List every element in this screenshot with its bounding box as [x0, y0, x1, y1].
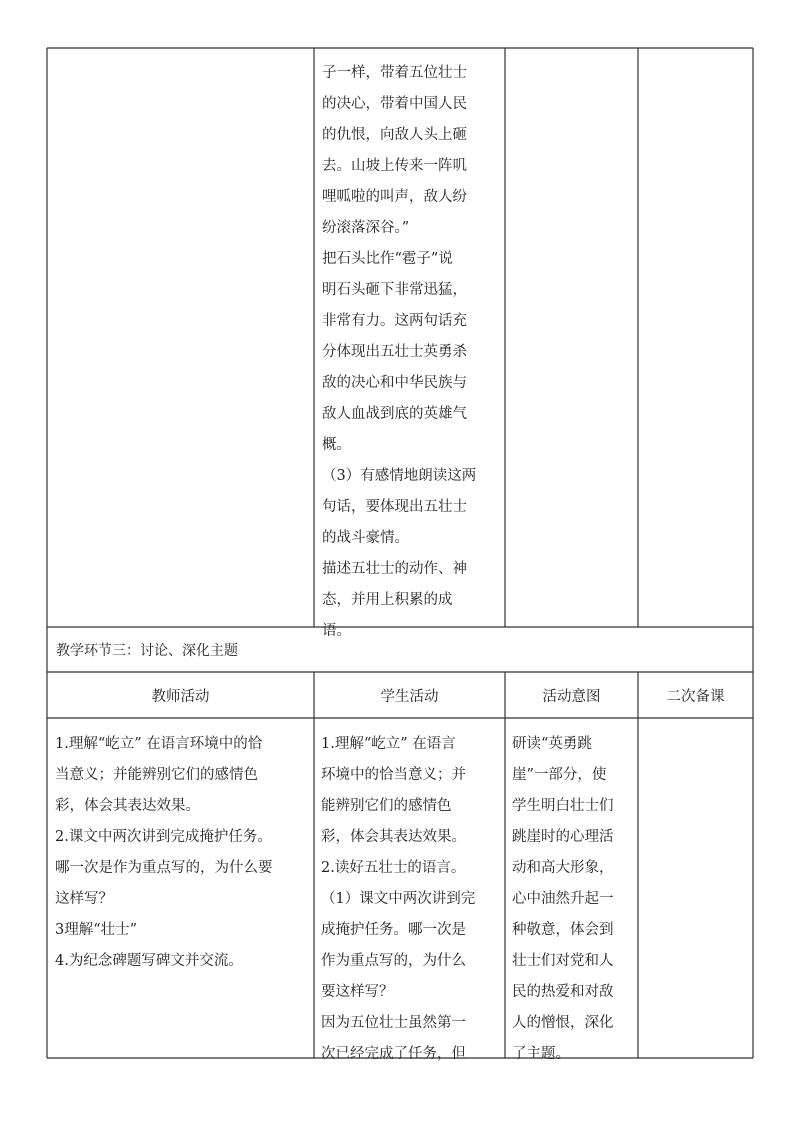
text-line: 壮士们对党和人 — [512, 953, 614, 969]
text-line: 环境中的恰当意义；并 — [321, 767, 466, 783]
text-line: 2.课文中两次讲到完成掩护任务。 — [55, 829, 272, 845]
top-student-cell — [322, 58, 500, 647]
section-title — [56, 627, 746, 672]
text-line: 敌人血战到底的英雄气 — [322, 406, 467, 422]
text-line: 纷滚落深谷。” — [322, 220, 410, 236]
text-line: 概。 — [322, 437, 351, 453]
text-line: 3理解“壮士” — [55, 922, 138, 938]
text-line: 学生明白壮士们 — [512, 798, 614, 814]
section-title-text: 教学环节三：讨论、深化主题 — [56, 642, 238, 659]
teacher-activity-cell — [55, 729, 311, 977]
text-line: 态，并用上积累的成 — [322, 592, 453, 608]
text-line: 句话，要体现出五壮士 — [322, 499, 467, 515]
text-line: 4.为纪念碑题写碑文并交流。 — [55, 953, 243, 969]
text-line: 子一样，带着五位壮士 — [322, 65, 467, 81]
text-line: 成掩护任务。哪一次是 — [321, 922, 466, 938]
text-line: （3）有感情地朗读这两 — [322, 468, 477, 484]
header-intent-label: 活动意图 — [542, 688, 601, 705]
header-student — [314, 672, 505, 718]
text-line: 种敬意，体会到 — [512, 922, 614, 938]
text-line: 非常有力。这两句话充 — [322, 313, 467, 329]
text-line: 这样写？ — [55, 891, 113, 907]
text-line: 2.读好五壮士的语言。 — [321, 860, 466, 876]
header-teacher — [47, 672, 314, 718]
top-second-cell — [638, 48, 753, 627]
text-line: 的决心，带着中国人民 — [322, 96, 467, 112]
text-line: 民的热爱和对敌 — [512, 984, 614, 1000]
text-line: 1.理解“屹立” 在语言环境中的恰 — [55, 736, 263, 752]
text-line: 动和高大形象， — [512, 860, 614, 876]
text-line: 描述五壮士的动作、神 — [322, 561, 467, 577]
text-line: 明石头砸下非常迅猛， — [322, 282, 467, 298]
text-line: 分体现出五壮士英勇杀 — [322, 344, 467, 360]
top-teacher-cell — [47, 48, 314, 627]
header-student-label: 学生活动 — [380, 688, 439, 705]
text-line: （1）课文中两次讲到完 — [321, 891, 476, 907]
text-line: 了主题。 — [512, 1046, 570, 1062]
text-line: 哩呱啦的叫声，敌人纷 — [322, 189, 467, 205]
header-intent — [505, 672, 638, 718]
text-line: 把石头比作“雹子”说 — [322, 251, 453, 267]
text-line: 的仇恨，向敌人头上砸 — [322, 127, 467, 143]
student-activity-cell — [321, 729, 501, 1070]
text-line: 跳崖时的心理活 — [512, 829, 614, 845]
text-line: 崖”一部分，使 — [512, 767, 607, 783]
text-line: 哪一次是作为重点写的，为什么要 — [55, 860, 273, 876]
intent-cell — [512, 729, 636, 1070]
text-line: 作为重点写的，为什么 — [321, 953, 466, 969]
text-line: 去。山坡上传来一阵叽 — [322, 158, 467, 174]
header-teacher-label: 教师活动 — [151, 688, 210, 705]
text-line: 彩，体会其表达效果。 — [55, 798, 200, 814]
text-line: 敌的决心和中华民族与 — [322, 375, 467, 391]
text-line: 要这样写？ — [321, 984, 394, 1000]
text-line: 次已经完成了任务，但 — [321, 1046, 466, 1062]
text-line: 心中油然升起一 — [512, 891, 614, 907]
text-line: 1.理解“屹立” 在语言 — [321, 736, 456, 752]
header-second-label: 二次备课 — [666, 688, 725, 705]
text-line: 研读“英勇跳 — [512, 736, 592, 752]
text-line: 彩，体会其表达效果。 — [321, 829, 466, 845]
text-line: 能辨别它们的感情色 — [321, 798, 452, 814]
header-second — [638, 672, 753, 718]
text-line: 人的憎恨，深化 — [512, 1015, 614, 1031]
text-line: 语。 — [322, 623, 351, 639]
text-line: 当意义；并能辨别它们的感情色 — [55, 767, 258, 783]
text-line: 的战斗豪情。 — [322, 530, 409, 546]
second-prep-cell — [638, 718, 753, 1058]
text-line: 因为五位壮士虽然第一 — [321, 1015, 466, 1031]
top-intent-cell — [505, 48, 638, 627]
